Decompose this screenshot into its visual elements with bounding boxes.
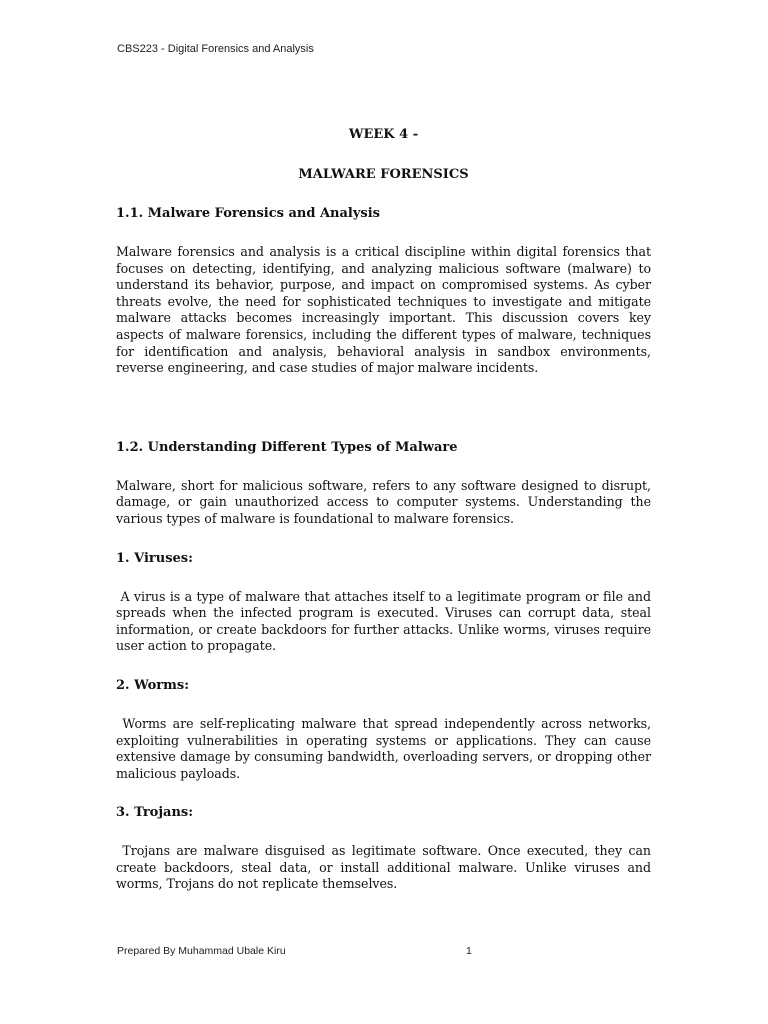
malware-type-heading: 2. Worms:: [116, 677, 190, 693]
document-body: [116, 126, 655, 893]
section-paragraph: Malware, short for malicious software, refers to any software designed to disrupt, damage, or gain unauthorized access to computer systems. Understanding the various types of malware is foundational to malware forensics.: [116, 477, 651, 526]
section-paragraph: Malware forensics and analysis is a critical discipline within digital forensics that focuses on detecting, identifying, and analyzing malicious software (malware) to understand its behavior, purpose, and impact on compromised systems. As cyber threats evolve, the need for sophisticated techniques to investigate and mitigate malware attacks becomes increasingly important. This discussion covers key aspects of malware forensics, including the different types of malware, techniques for identification and analysis, behavioral analysis in sandbox environments, reverse engineering, and case studies of major malware incidents.: [116, 244, 651, 376]
section-heading: 1.2. Understanding Different Types of Malware: [116, 439, 458, 455]
malware-type-heading: 1. Viruses:: [116, 550, 193, 566]
page-header: CBS223 - Digital Forensics and Analysis: [117, 43, 314, 55]
malware-type-paragraph: Trojans are malware disguised as legitimate software. Once executed, they can create backdoors, steal data, or install additional malware. Unlike viruses and worms, Trojans do not replicate themselves.: [116, 843, 655, 892]
footer-page-number: 1: [466, 945, 472, 957]
main-title: MALWARE FORENSICS: [298, 167, 469, 182]
week-title: WEEK 4 -: [348, 127, 419, 142]
malware-type-heading: 3. Trojans:: [116, 805, 194, 821]
footer-author: Prepared By Muhammad Ubale Kiru: [117, 945, 286, 957]
section-heading: 1.1. Malware Forensics and Analysis: [116, 206, 380, 221]
malware-type-paragraph: Worms are self-replicating malware that spread independently across networks, exploiting vulnerabilities in operating systems or applications. They can cause extensive damage by consuming bandwidth, overloading servers, or dropping other malicious payloads.: [116, 715, 655, 781]
malware-type-paragraph: A virus is a type of malware that attaches itself to a legitimate program or file and spreads when the infected program is executed. Viruses can corrupt data, steal information, or create backdoors for further attacks. Unlike worms, viruses require user action to propagate.: [116, 588, 655, 654]
